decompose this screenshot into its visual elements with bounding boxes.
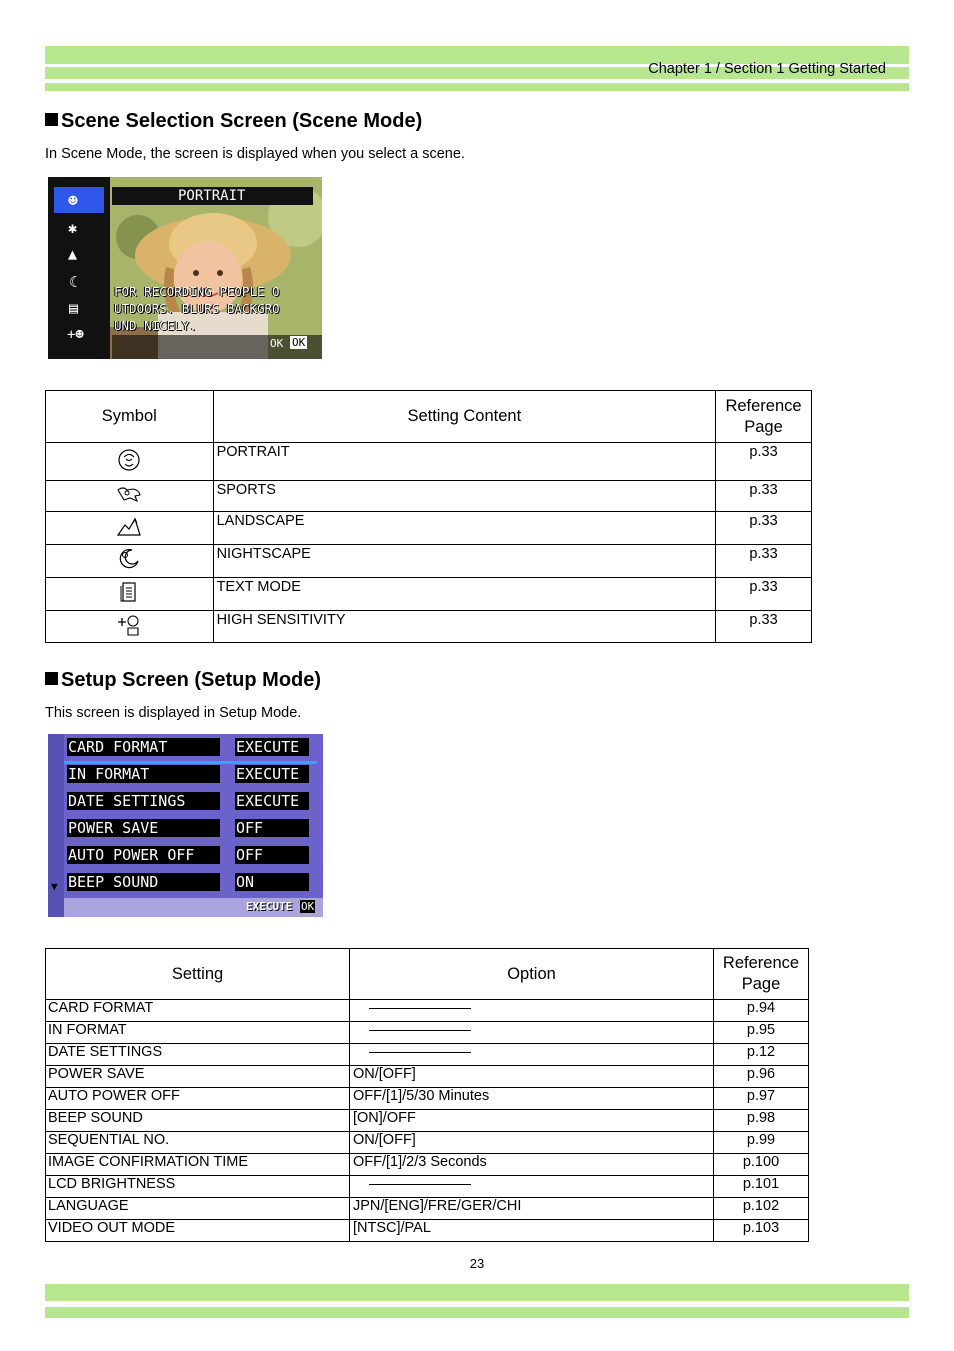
option-cell: [NTSC]/PAL: [350, 1220, 714, 1242]
scene-header-content: Setting Content: [213, 391, 715, 443]
symbol-cell: [46, 481, 214, 512]
no-option-line: [369, 1184, 471, 1185]
portrait-icon: [117, 448, 141, 472]
option-cell: [350, 1022, 714, 1044]
scene-caption-line-3: UND NICELY.: [114, 318, 197, 333]
reference-cell: p.33: [716, 481, 812, 512]
footer-band-top: [45, 1284, 909, 1301]
reference-cell: p.100: [714, 1154, 809, 1176]
scene-header-ref: [716, 391, 812, 443]
setting-content-cell: HIGH SENSITIVITY: [213, 611, 715, 643]
symbol-cell: [46, 545, 214, 578]
setup-screen-row-value: EXECUTE: [235, 738, 309, 756]
setting-content-cell: NIGHTSCAPE: [213, 545, 715, 578]
table-row: [46, 1066, 809, 1088]
reference-cell: p.101: [714, 1176, 809, 1198]
reference-cell: p.33: [716, 512, 812, 545]
setup-section-description: This screen is displayed in Setup Mode.: [45, 705, 302, 721]
setup-screen-row-value: EXECUTE: [235, 765, 309, 783]
reference-cell: p.33: [716, 578, 812, 611]
setting-cell: IMAGE CONFIRMATION TIME: [46, 1154, 350, 1176]
table-row: [46, 545, 812, 578]
setup-row-highlight-line: [64, 761, 317, 764]
option-cell: [350, 1176, 714, 1198]
no-option-line: [369, 1008, 471, 1009]
header-band-bottom: [45, 83, 909, 91]
scene-section-description: In Scene Mode, the screen is displayed when you select a scene.: [45, 146, 465, 162]
setup-screen-row-value: OFF: [235, 819, 309, 837]
footer-band-bottom: [45, 1307, 909, 1318]
setup-screen-row-value: EXECUTE: [235, 792, 309, 810]
no-option-line: [369, 1052, 471, 1053]
setting-cell: IN FORMAT: [46, 1022, 350, 1044]
table-row: [46, 512, 812, 545]
table-row: [46, 1176, 809, 1198]
setup-screen-screenshot: [48, 734, 323, 917]
scene-icon-sports: ✱: [68, 219, 78, 237]
reference-cell: p.33: [716, 443, 812, 481]
setting-cell: SEQUENTIAL NO.: [46, 1132, 350, 1154]
symbol-cell: [46, 611, 214, 643]
reference-cell: p.33: [716, 545, 812, 578]
scene-ok-prefix: OK: [270, 337, 284, 350]
setup-footer-key: OK: [301, 900, 315, 913]
no-option-line: [369, 1030, 471, 1031]
table-row: [46, 611, 812, 643]
setting-cell: VIDEO OUT MODE: [46, 1220, 350, 1242]
option-cell: [350, 1000, 714, 1022]
option-cell: [350, 1044, 714, 1066]
setting-cell: AUTO POWER OFF: [46, 1088, 350, 1110]
table-row: [46, 1220, 809, 1242]
chapter-label: Chapter 1 / Section 1 Getting Started: [648, 61, 886, 77]
option-cell: JPN/[ENG]/FRE/GER/CHI: [350, 1198, 714, 1220]
setup-header-ref-line1: Reference: [722, 954, 800, 972]
scroll-down-icon: ▼: [51, 880, 58, 893]
setting-cell: LANGUAGE: [46, 1198, 350, 1220]
table-row: [46, 1000, 809, 1022]
setup-section-title: [45, 669, 321, 692]
setting-content-cell: PORTRAIT: [213, 443, 715, 481]
setup-header-setting: Setting: [46, 949, 350, 1000]
setting-cell: LCD BRIGHTNESS: [46, 1176, 350, 1198]
scene-table: [45, 390, 812, 643]
symbol-cell: [46, 443, 214, 481]
bullet-square-icon: [45, 672, 58, 685]
reference-cell: p.102: [714, 1198, 809, 1220]
symbol-cell: [46, 578, 214, 611]
text-mode-icon: [120, 581, 138, 603]
table-row: [46, 578, 812, 611]
setup-screen-row-value: OFF: [235, 846, 309, 864]
symbol-cell: [46, 512, 214, 545]
scene-header-ref-line2: Page: [744, 417, 783, 436]
scene-selection-screenshot: [48, 177, 322, 359]
scene-icon-landscape: ▲: [68, 245, 78, 263]
sports-icon: [115, 484, 143, 504]
table-row: [46, 481, 812, 512]
option-cell: ON/[OFF]: [350, 1132, 714, 1154]
scene-icon-portrait: ☻: [68, 191, 78, 210]
scene-section-title-text: Scene Selection Screen (Scene Mode): [61, 110, 423, 132]
reference-cell: p.12: [714, 1044, 809, 1066]
option-cell: ON/[OFF]: [350, 1066, 714, 1088]
scene-header-ref-line1: Reference: [725, 396, 802, 415]
page-number: 23: [469, 1256, 485, 1271]
setup-screen-row-label: BEEP SOUND: [67, 873, 220, 891]
table-row: [46, 1022, 809, 1044]
setup-screen-row-label: IN FORMAT: [67, 765, 220, 783]
scene-table-header-row: [46, 391, 812, 443]
scene-caption-line-2: UTDOORS. BLURS BACKGRO: [114, 301, 280, 316]
reference-cell: p.97: [714, 1088, 809, 1110]
setup-screen-row-label: AUTO POWER OFF: [67, 846, 220, 864]
setup-header-ref: [714, 949, 809, 1000]
reference-cell: p.103: [714, 1220, 809, 1242]
landscape-icon: [116, 515, 142, 537]
table-row: [46, 1110, 809, 1132]
setup-header-ref-line2: Page: [741, 975, 781, 993]
reference-cell: p.96: [714, 1066, 809, 1088]
setting-cell: BEEP SOUND: [46, 1110, 350, 1132]
setup-section-title-text: Setup Screen (Setup Mode): [61, 669, 322, 691]
table-row: [46, 1198, 809, 1220]
nightscape-icon: [117, 547, 141, 571]
bullet-square-icon: [45, 113, 58, 126]
setting-cell: POWER SAVE: [46, 1066, 350, 1088]
scene-header-symbol: Symbol: [46, 391, 214, 443]
scene-icon-highlight: [54, 187, 104, 213]
setup-header-option: Option: [350, 949, 714, 1000]
setup-screen-row-label: CARD FORMAT: [67, 738, 220, 756]
high-sensitivity-icon: [116, 613, 142, 637]
reference-cell: p.94: [714, 1000, 809, 1022]
scene-ok-key: OK: [292, 336, 306, 349]
scene-icon-text-mode: ▤: [69, 299, 79, 317]
setting-cell: CARD FORMAT: [46, 1000, 350, 1022]
setting-content-cell: TEXT MODE: [213, 578, 715, 611]
option-cell: OFF/[1]/2/3 Seconds: [350, 1154, 714, 1176]
scene-icon-nightscape: ☾: [69, 273, 79, 291]
reference-cell: p.99: [714, 1132, 809, 1154]
scene-caption-line-1: FOR RECORDING PEOPLE O: [114, 284, 280, 299]
setup-screen-row-label: POWER SAVE: [67, 819, 220, 837]
table-row: [46, 443, 812, 481]
scene-title: PORTRAIT: [178, 188, 246, 204]
option-cell: OFF/[1]/5/30 Minutes: [350, 1088, 714, 1110]
table-row: [46, 1044, 809, 1066]
table-row: [46, 1132, 809, 1154]
scene-icon-strip: [48, 177, 110, 359]
setup-table: [45, 948, 809, 1242]
reference-cell: p.95: [714, 1022, 809, 1044]
scene-section-title: [45, 110, 422, 133]
table-row: [46, 1088, 809, 1110]
setup-table-header-row: [46, 949, 809, 1000]
reference-cell: p.33: [716, 611, 812, 643]
table-row: [46, 1154, 809, 1176]
setting-cell: DATE SETTINGS: [46, 1044, 350, 1066]
setup-screen-row-value: ON: [235, 873, 309, 891]
setup-screen-row-label: DATE SETTINGS: [67, 792, 220, 810]
scene-icon-high-sensitivity: +☻: [67, 327, 84, 343]
reference-cell: p.98: [714, 1110, 809, 1132]
setting-content-cell: SPORTS: [213, 481, 715, 512]
setting-content-cell: LANDSCAPE: [213, 512, 715, 545]
setup-footer-label: EXECUTE: [246, 900, 293, 913]
option-cell: [ON]/OFF: [350, 1110, 714, 1132]
